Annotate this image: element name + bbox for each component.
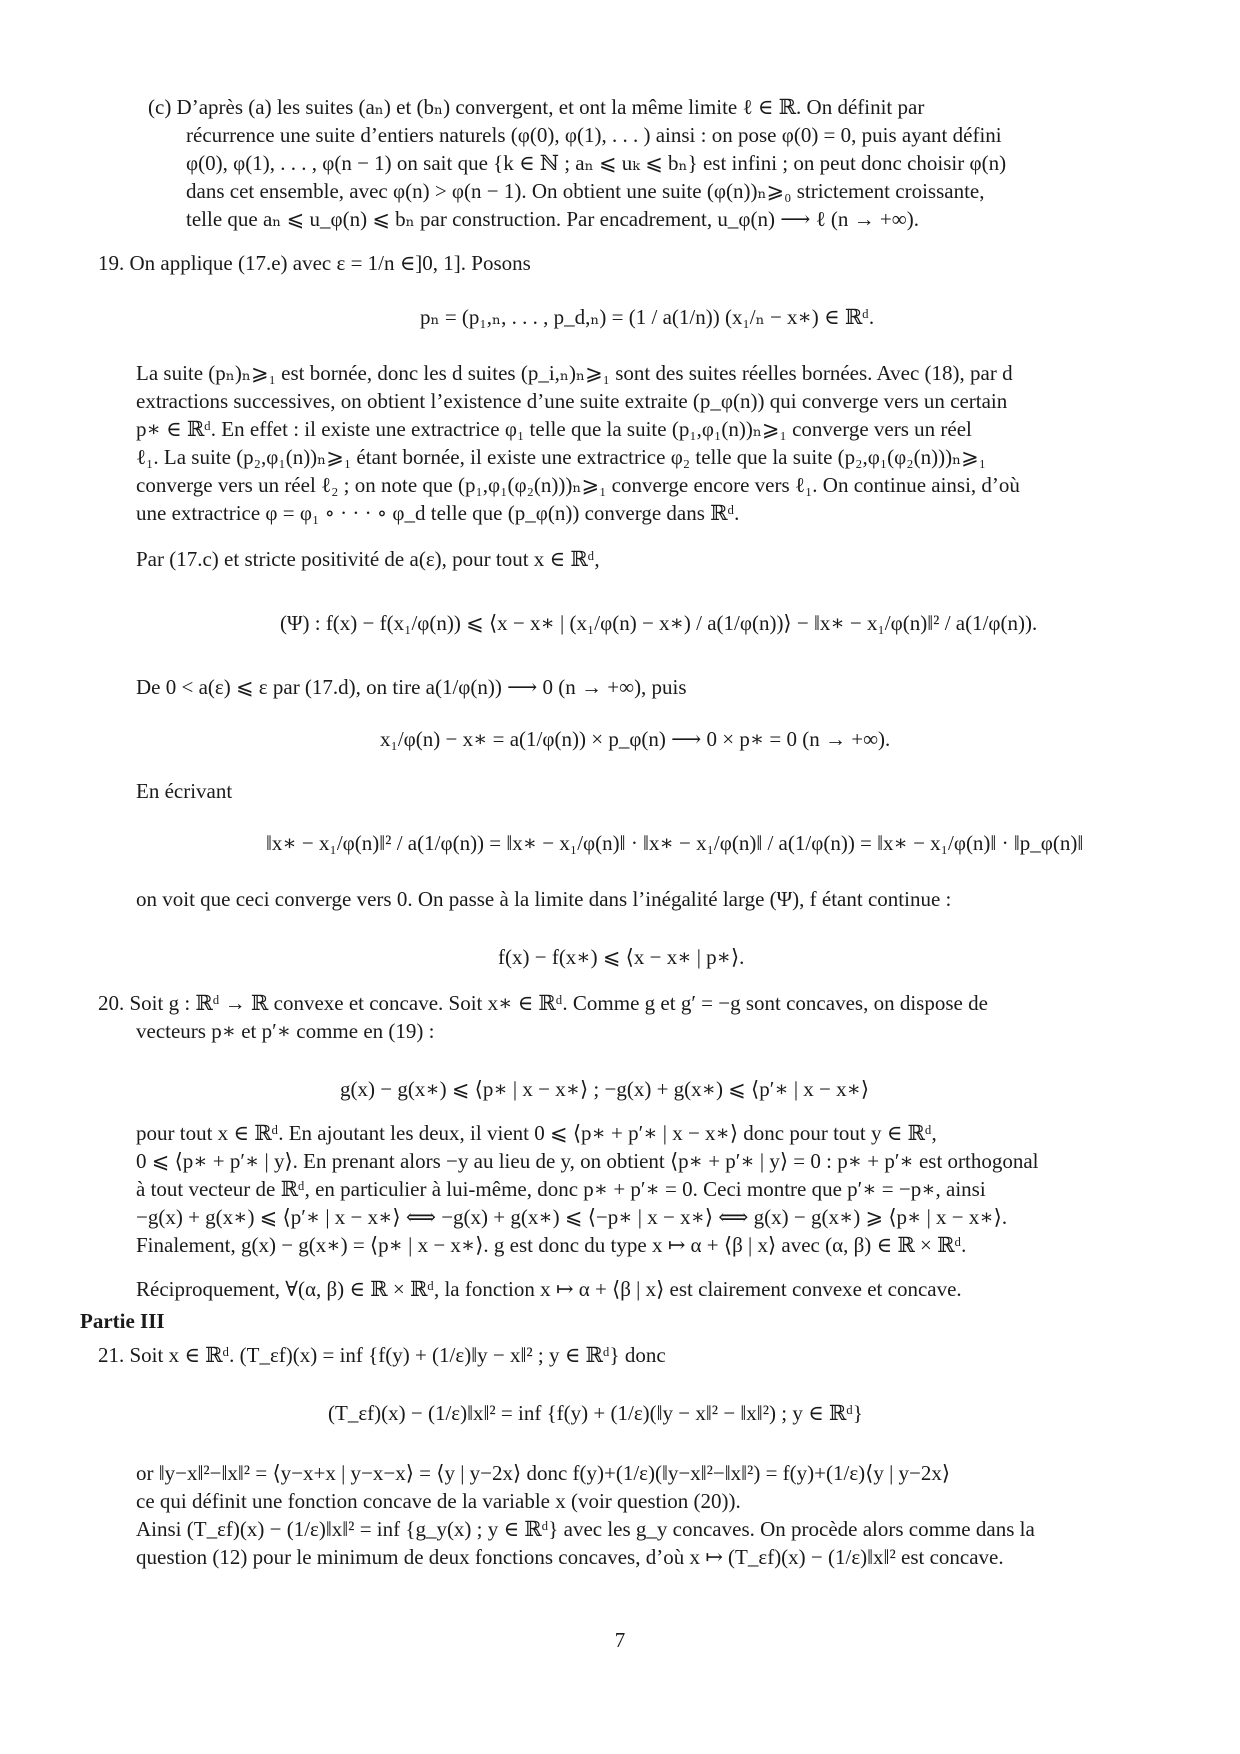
text-line: converge vers un réel ℓ₂ ; on note que (p₁,φ₁(φ₂(n)))ₙ⩾₁ converge encore vers ℓ₁. On continue ainsi, d’où [136, 473, 1020, 497]
text-line: ℓ₁. La suite (p₂,φ₁(n))ₙ⩾₁ étant bornée, il existe une extractrice φ₂ telle que la suite (p₂,φ₁(φ₂(n)))ₙ⩾₁ [136, 445, 987, 469]
text-line: récurrence une suite d’entiers naturels (φ(0), φ(1), . . . ) ainsi : on pose φ(0) = 0, puis ayant défini [186, 123, 1002, 147]
text-line: or ‖y−x‖²−‖x‖² = ⟨y−x+x | y−x−x⟩ = ⟨y | y−2x⟩ donc f(y)+(1/ε)(‖y−x‖²−‖x‖²) = f(y)+(1/ε)⟨y | y−2x⟩ [136, 1461, 951, 1485]
text-line: on voit que ceci converge vers 0. On passe à la limite dans l’inégalité large (Ψ), f étant continue : [136, 887, 952, 911]
text-line: à tout vecteur de ℝᵈ, en particulier à lui-même, donc p∗ + p′∗ = 0. Ceci montre que p′∗ = −p∗, ainsi [136, 1177, 986, 1201]
text-line: ce qui définit une fonction concave de la variable x (voir question (20)). [136, 1489, 741, 1513]
text-line: dans cet ensemble, avec φ(n) > φ(n − 1). On obtient une suite (φ(n))ₙ⩾₀ strictement croissante, [186, 179, 985, 203]
text-line: (c) D’après (a) les suites (aₙ) et (bₙ) convergent, et ont la même limite ℓ ∈ ℝ. On définit par [148, 95, 925, 119]
text-line: 0 ⩽ ⟨p∗ + p′∗ | y⟩. En prenant alors −y au lieu de y, on obtient ⟨p∗ + p′∗ | y⟩ = 0 : p∗ + p′∗ est orthogonal [136, 1149, 1039, 1173]
text-line: La suite (pₙ)ₙ⩾₁ est bornée, donc les d suites (p_i,ₙ)ₙ⩾₁ sont des suites réelles bornées. Avec (18), par d [136, 361, 1013, 385]
text-line: En écrivant [136, 779, 233, 803]
text-line: p∗ ∈ ℝᵈ. En effet : il existe une extractrice φ₁ telle que la suite (p₁,φ₁(n))ₙ⩾₁ converge vers un réel [136, 417, 972, 441]
text-line: Réciproquement, ∀(α, β) ∈ ℝ × ℝᵈ, la fonction x ↦ α + ⟨β | x⟩ est clairement convexe et concave. [136, 1277, 962, 1301]
text-line: Par (17.c) et stricte positivité de a(ε), pour tout x ∈ ℝᵈ, [136, 547, 600, 571]
text-line: x₁/φ(n) − x∗ = a(1/φ(n)) × p_φ(n) ⟶ 0 × p∗ = 0 (n → +∞). [380, 727, 891, 751]
text-line: Ainsi (T_εf)(x) − (1/ε)‖x‖² = inf {g_y(x) ; y ∈ ℝᵈ} avec les g_y concaves. On procède alors comme dans la [136, 1517, 1035, 1541]
text-line: ‖x∗ − x₁/φ(n)‖² / a(1/φ(n)) = ‖x∗ − x₁/φ(n)‖ · ‖x∗ − x₁/φ(n)‖ / a(1/φ(n)) = ‖x∗ − x₁/φ(n)‖ · ‖p_φ(n)‖ [266, 831, 1084, 855]
text-line: pour tout x ∈ ℝᵈ. En ajoutant les deux, il vient 0 ⩽ ⟨p∗ + p′∗ | x − x∗⟩ donc pour tout y ∈ ℝᵈ, [136, 1121, 937, 1145]
text-line: 20. Soit g : ℝᵈ → ℝ convexe et concave. Soit x∗ ∈ ℝᵈ. Comme g et g′ = −g sont concaves, on dispose de [98, 991, 988, 1015]
section-heading: Partie III [80, 1309, 165, 1333]
page-number: 7 [614, 1628, 626, 1652]
text-line: −g(x) + g(x∗) ⩽ ⟨p′∗ | x − x∗⟩ ⟺ −g(x) + g(x∗) ⩽ ⟨−p∗ | x − x∗⟩ ⟺ g(x) − g(x∗) ⩾ ⟨p∗ | x − x∗⟩. [136, 1205, 1008, 1229]
text-line: De 0 < a(ε) ⩽ ε par (17.d), on tire a(1/φ(n)) ⟶ 0 (n → +∞), puis [136, 675, 687, 699]
text-line: vecteurs p∗ et p′∗ comme en (19) : [136, 1019, 435, 1043]
text-line: une extractrice φ = φ₁ ∘ · · · ∘ φ_d telle que (p_φ(n)) converge dans ℝᵈ. [136, 501, 740, 525]
text-line: question (12) pour le minimum de deux fonctions concaves, d’où x ↦ (T_εf)(x) − (1/ε)‖x‖² est concave. [136, 1545, 1004, 1569]
text-line: (Ψ) : f(x) − f(x₁/φ(n)) ⩽ ⟨x − x∗ | (x₁/φ(n) − x∗) / a(1/φ(n))⟩ − ‖x∗ − x₁/φ(n)‖² / a(1/φ(n)). [280, 611, 1038, 635]
text-line: telle que aₙ ⩽ u_φ(n) ⩽ bₙ par construction. Par encadrement, u_φ(n) ⟶ ℓ (n → +∞). [186, 207, 919, 231]
text-line: φ(0), φ(1), . . . , φ(n − 1) on sait que {k ∈ ℕ ; aₙ ⩽ uₖ ⩽ bₙ} est infini ; on peut donc choisir φ(n) [186, 151, 1007, 175]
text-line: 19. On applique (17.e) avec ε = 1/n ∈]0, 1]. Posons [98, 251, 531, 275]
text-line: 21. Soit x ∈ ℝᵈ. (T_εf)(x) = inf {f(y) + (1/ε)‖y − x‖² ; y ∈ ℝᵈ} donc [98, 1343, 666, 1367]
text-line: (T_εf)(x) − (1/ε)‖x‖² = inf {f(y) + (1/ε)(‖y − x‖² − ‖x‖²) ; y ∈ ℝᵈ} [328, 1401, 863, 1425]
text-line: extractions successives, on obtient l’existence d’une suite extraite (p_φ(n)) qui converge vers un certain [136, 389, 1008, 413]
text-line: pₙ = (p₁,ₙ, . . . , p_d,ₙ) = (1 / a(1/n)) (x₁/ₙ − x∗) ∈ ℝᵈ. [420, 305, 875, 329]
text-line: f(x) − f(x∗) ⩽ ⟨x − x∗ | p∗⟩. [498, 945, 745, 969]
text-line: Finalement, g(x) − g(x∗) = ⟨p∗ | x − x∗⟩. g est donc du type x ↦ α + ⟨β | x⟩ avec (α, β) ∈ ℝ × ℝᵈ. [136, 1233, 967, 1257]
text-line: g(x) − g(x∗) ⩽ ⟨p∗ | x − x∗⟩ ; −g(x) + g(x∗) ⩽ ⟨p′∗ | x − x∗⟩ [340, 1077, 870, 1101]
